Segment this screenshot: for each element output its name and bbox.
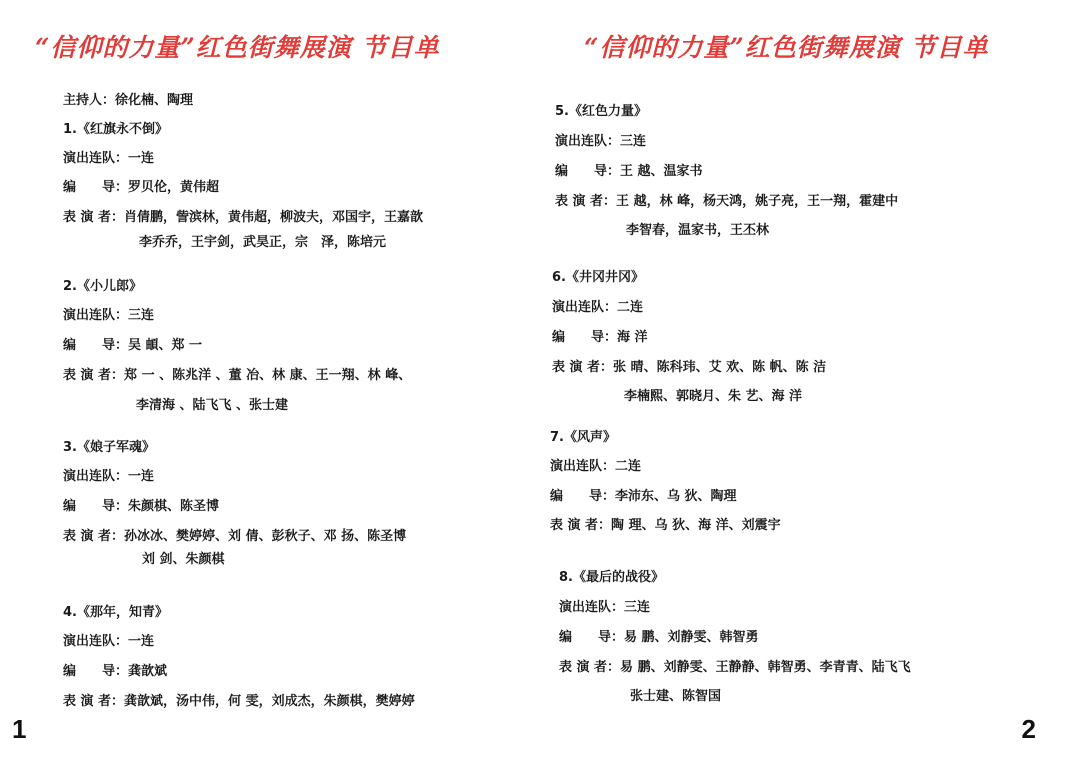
program-performers-cont: 李乔乔，王宇剑，武昊正，宗 泽，陈培元 [139,235,387,250]
page-title: “信仰的力量”红色街舞展演 节目单 [584,33,989,62]
program-performers: 表 演 者：易 鹏、刘静雯、王静静、韩智勇、李青青、陆飞飞 [559,660,911,675]
program-director: 编 导：罗贝伦，黄伟超 [63,180,220,195]
program-team: 演出连队：三连 [63,308,155,323]
program-performers: 表 演 者：张 晴、陈科玮、艾 欢、陈 帆、陈 洁 [552,360,827,375]
program-title: 4.《那年，知青》 [63,605,168,620]
program-title: 8.《最后的战役》 [559,570,664,585]
program-performers: 表 演 者：陶 理、乌 狄、海 洋、刘震宇 [550,518,781,533]
program-director: 编 导：朱颜棋、陈圣博 [63,499,220,514]
program-director: 编 导：易 鹏、刘静雯、韩智勇 [559,630,759,645]
program-title: 7.《风声》 [550,430,616,445]
program-performers-cont: 刘 剑、朱颜棋 [142,552,225,567]
program-performers: 表 演 者：肖倩鹏，訾滨林，黄伟超，柳波夫，邓国宇，王嘉歆 [63,210,424,225]
program-team: 演出连队：一连 [63,469,155,484]
program-title: 6.《井冈井冈》 [552,270,644,285]
host-line: 主持人：徐化楠、陶理 [63,93,194,108]
program-director: 编 导：海 洋 [552,330,648,345]
page-number: 1 [12,714,27,744]
program-director: 编 导：吴 頔、郑 一 [63,338,203,353]
page-title: “信仰的力量”红色街舞展演 节目单 [35,33,440,62]
program-title: 5.《红色力量》 [555,104,647,119]
program-performers: 表 演 者：孙冰冰、樊婷婷、刘 倩、彭秋子、邓 扬、陈圣博 [63,529,407,544]
page-number: 2 [1021,714,1036,744]
program-title: 3.《娘子军魂》 [63,440,155,455]
program-director: 编 导：龚歆斌 [63,664,168,679]
program-director: 编 导：王 越、温家书 [555,164,703,179]
program-team: 演出连队：二连 [550,459,642,474]
program-team: 演出连队：一连 [63,151,155,166]
program-performers-cont: 张士建、陈智国 [630,689,722,704]
program-title: 1.《红旗永不倒》 [63,122,168,137]
page-right [540,0,1080,763]
program-performers: 表 演 者：龚歆斌，汤中伟，何 雯，刘成杰，朱颜棋，樊婷婷 [63,694,415,709]
program-title: 2.《小儿郎》 [63,279,142,294]
program-performers-cont: 李清海 、陆飞飞 、张士建 [136,398,289,413]
program-performers: 表 演 者：郑 一 、陈兆洋 、董 冶、林 康、王一翔、林 峰、 [63,368,412,383]
program-performers: 表 演 者：王 越，林 峰，杨天鸿，姚子亮，王一翔，霍建中 [555,194,899,209]
program-team: 演出连队：一连 [63,634,155,649]
program-team: 演出连队：二连 [552,300,644,315]
program-performers-cont: 李智春，温家书，王丕林 [626,223,770,238]
program-team: 演出连队：三连 [559,600,651,615]
program-performers-cont: 李楠熙、郭晓月、朱 艺、海 洋 [624,389,803,404]
program-team: 演出连队：三连 [555,134,647,149]
program-director: 编 导：李沛东、乌 狄、陶理 [550,489,737,504]
